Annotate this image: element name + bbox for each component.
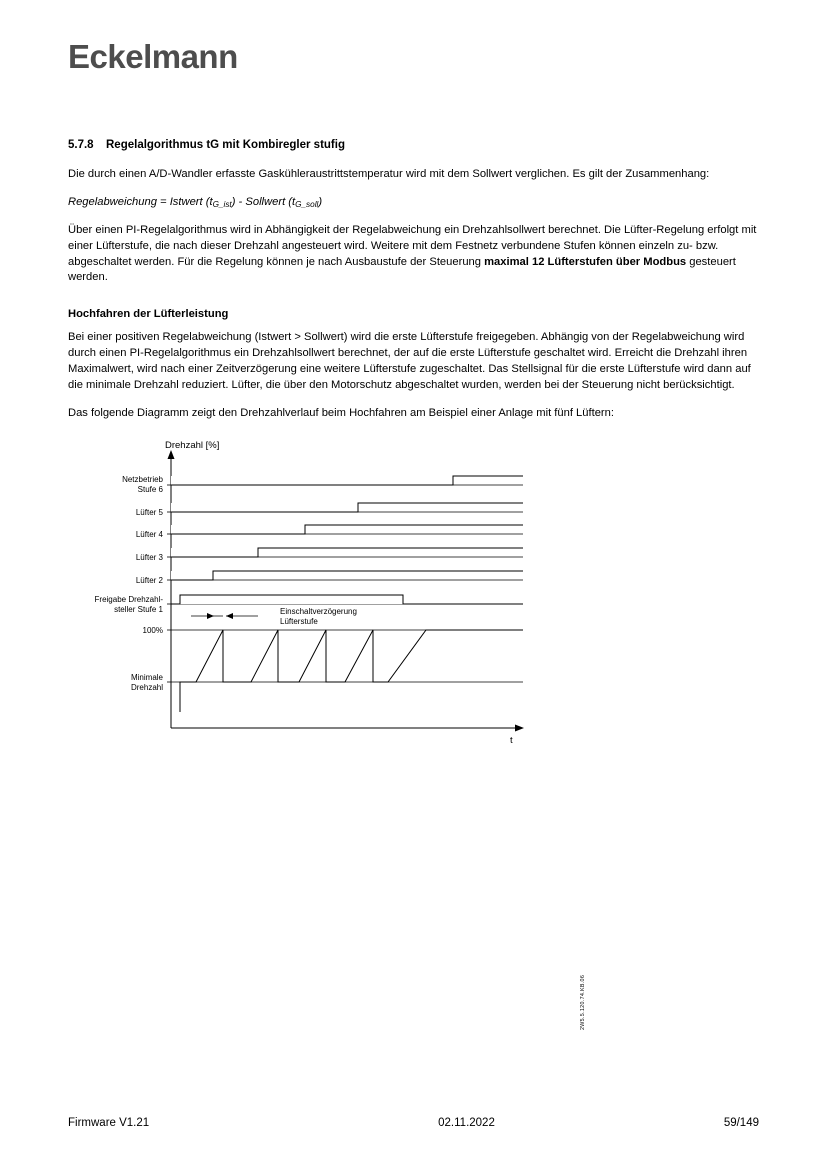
section-heading [68,138,760,153]
annotation-luefterstufe: Lüfterstufe [280,616,318,626]
formula-prefix: Regelabweichung = Istwert (t [68,195,213,208]
label-minimale-line2: Drehzahl [130,682,163,692]
label-freigabe-line2: steller Stufe 1 [114,604,163,614]
y-axis-label: Drehzahl [%] [165,439,220,451]
paragraph-intro: Die durch einen A/D-Wandler erfasste Gaskühleraustrittstemperatur wird mit dem Sollwert verglichen. Es gilt der Zusammenhang: [68,167,710,180]
figure-side-code: 2W5.5.120.74.KB.06 [580,974,586,1030]
formula-subscript-soll: G_soll [295,200,319,210]
subheading-hochfahren: Hochfahren der Lüfterleistung [68,308,229,321]
formula-subscript-ist: G_ist [212,200,232,210]
label-100-prozent: 100% [142,625,163,635]
label-netzbetrieb-line1: Netzbetrieb [122,474,163,484]
page-content [68,138,760,1030]
label-netzbetrieb-line2: Stufe 6 [137,484,163,494]
label-luefter-3: Lüfter 3 [135,552,163,562]
label-luefter-5: Lüfter 5 [135,507,163,517]
figure-drehzahlverlauf [68,439,760,1030]
company-logo: Eckelmann [68,38,238,75]
label-luefter-2: Lüfter 2 [135,575,163,585]
formula-middle: ) - Sollwert (t [231,195,296,208]
section-number: 5.7.8 [68,139,94,151]
footer-date: 02.11.2022 [438,1117,495,1129]
page-footer [68,1117,759,1129]
paragraph-part-2: gesteuert werden. [68,255,736,284]
formula-suffix: ) [318,195,323,208]
label-freigabe-line1: Freigabe Drehzahl- [94,594,163,604]
section-title-text: Regelalgorithmus tG mit Kombiregler stufig [106,139,345,151]
formula-regelabweichung [68,195,760,211]
paragraph-bold-modbus: maximal 12 Lüfterstufen über Modbus [484,255,687,268]
paragraph-hochfahren: Bei einer positiven Regelabweichung (Istwert > Sollwert) wird die erste Lüfterstufe freigegeben. Abhängig von der Regelabweichung wird durch einen PI-Regelalgorithmus ein Drehzahlsollwert berechnet, der auf die erste Lüfterstufe geschaltet wird. Erreicht die Drehzahl ihren Maximalwert, wird nach einer Zeitverzögerung eine weitere Lüfterstufe zugeschaltet. Das Stellsignal für die erste Lüfterstufe wird dann auf die minimale Drehzahl reduziert. Lüfter, die über den Motorschutz abgeschaltet wurden, werden bei der Steuerung nicht berücksichtigt. [68,331,751,392]
paragraph-part-1: Über einen PI-Regelalgorithmus wird in Abhängigkeit der Regelabweichung ein Drehzahlsollwert berechnet. Die Lüfter-Regelung erfolgt mit einer Lüfterstufe, die nach dieser Drehzahl angesteuert wird. Weitere mit dem Festnetz verbundene Stufen können einzeln zu- bzw. abgeschaltet werden. Für die Regelung können je nach Ausbaustufe der Steuerung [68,223,757,268]
annotation-einschaltverzoegerung: Einschaltverzögerung [280,606,357,616]
paragraph-pi-regelalgorithmus [68,223,760,287]
footer-page-number: 59/149 [723,1117,759,1129]
paragraph-diagram-intro: Das folgende Diagramm zeigt den Drehzahlverlauf beim Hochfahren am Beispiel einer Anlage mit fünf Lüftern: [68,407,614,419]
footer-firmware: Firmware V1.21 [68,1117,150,1129]
label-minimale-line1: Minimale [130,672,163,682]
x-axis-label: t [510,734,513,746]
diagram-svg [68,440,760,770]
label-luefter-4: Lüfter 4 [135,529,163,539]
